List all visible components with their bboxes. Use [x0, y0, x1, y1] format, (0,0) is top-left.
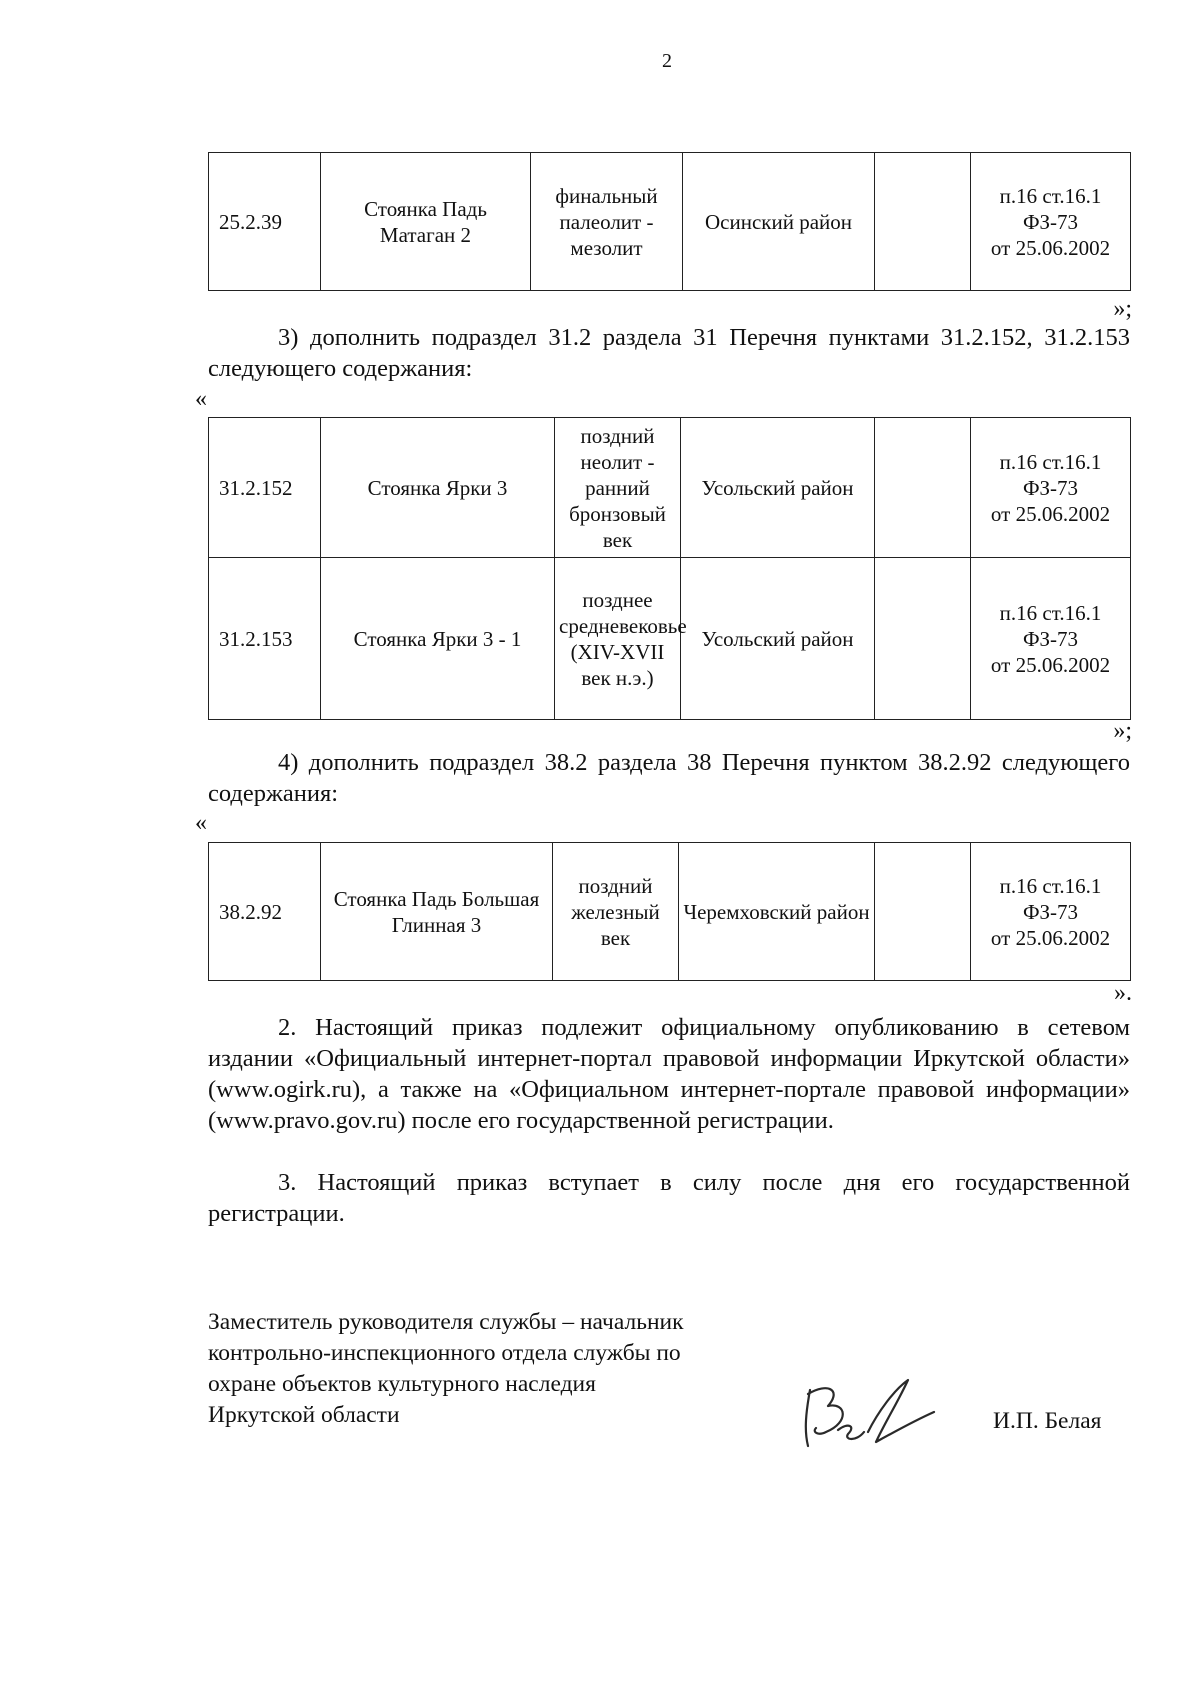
paragraph-2: 2. Настоящий приказ подлежит официальному опубликованию в сетевом издании «Официальный интернет-портал правовой информации Иркутской области» (www.ogirk.ru), а также на «Официальном интернет-портале правовой информации» (www.pravo.gov.ru) после его государственной регистрации.: [208, 1014, 1130, 1134]
legal-basis-line: ФЗ-73: [1022, 899, 1079, 924]
legal-basis-line: от 25.06.2002: [990, 501, 1111, 526]
empty-cell: [875, 153, 971, 291]
object-period: позднее средневековье (XIV-XVII век н.э.): [555, 558, 681, 720]
legal-basis-line: п.16 ст.16.1: [999, 449, 1102, 474]
legal-basis: [971, 153, 1131, 291]
row-number: 38.2.92: [209, 843, 321, 981]
table-row: [209, 418, 1131, 558]
legal-basis-line: п.16 ст.16.1: [999, 873, 1102, 898]
object-name: Стоянка Ярки 3 - 1: [321, 558, 555, 720]
object-location: Усольский район: [681, 418, 875, 558]
object-location: Черемховский район: [679, 843, 875, 981]
legal-basis-line: п.16 ст.16.1: [999, 600, 1102, 625]
row-number: 31.2.152: [209, 418, 321, 558]
object-period: финальный палеолит - мезолит: [531, 153, 683, 291]
closing-quote: ».: [1114, 980, 1132, 1006]
signatory-name: И.П. Белая: [993, 1408, 1102, 1434]
paragraph-3: 3. Настоящий приказ вступает в силу после дня его государственной регистрации.: [208, 1169, 1130, 1227]
object-name: Стоянка Падь Матаган 2: [321, 153, 531, 291]
object-period: поздний неолит - ранний бронзовый век: [555, 418, 681, 558]
table-row: [209, 153, 1131, 291]
table-25-2: [208, 152, 1131, 291]
signatory-title-line: Иркутской области: [208, 1402, 400, 1428]
row-number: 31.2.153: [209, 558, 321, 720]
amendment-item-4: 4) дополнить подраздел 38.2 раздела 38 Перечня пунктом 38.2.92 следующего содержания:: [208, 749, 1130, 807]
legal-basis-line: от 25.06.2002: [990, 652, 1111, 677]
table-row: [209, 843, 1131, 981]
legal-basis-line: от 25.06.2002: [990, 925, 1111, 950]
table-row: [209, 558, 1131, 720]
object-period: поздний железный век: [553, 843, 679, 981]
row-number: 25.2.39: [209, 153, 321, 291]
object-name: Стоянка Ярки 3: [321, 418, 555, 558]
closing-quote: »;: [1113, 718, 1132, 744]
legal-basis-line: п.16 ст.16.1: [999, 183, 1102, 208]
amendment-item-3: 3) дополнить подраздел 31.2 раздела 31 Перечня пунктами 31.2.152, 31.2.153 следующего содержания:: [208, 324, 1130, 382]
legal-basis-line: ФЗ-73: [1022, 475, 1079, 500]
object-location: Усольский район: [681, 558, 875, 720]
legal-basis: [971, 558, 1131, 720]
signatory-title-line: контрольно-инспекционного отдела службы по: [208, 1340, 681, 1366]
empty-cell: [875, 843, 971, 981]
opening-quote: «: [195, 810, 207, 836]
legal-basis: [971, 418, 1131, 558]
table-31-2: [208, 417, 1131, 720]
signatory-title-line: Заместитель руководителя службы – начальник: [208, 1309, 684, 1335]
closing-quote: »;: [1113, 296, 1132, 322]
page-number: 2: [662, 50, 672, 72]
signatory-title: [208, 1307, 828, 1431]
legal-basis: [971, 843, 1131, 981]
handwritten-signature: [798, 1372, 938, 1452]
empty-cell: [875, 558, 971, 720]
table-38-2: [208, 842, 1131, 981]
legal-basis-line: ФЗ-73: [1022, 209, 1079, 234]
signatory-title-line: охране объектов культурного наследия: [208, 1371, 596, 1397]
empty-cell: [875, 418, 971, 558]
opening-quote: «: [195, 386, 207, 412]
legal-basis-line: ФЗ-73: [1022, 626, 1079, 651]
legal-basis-line: от 25.06.2002: [990, 235, 1111, 260]
object-name: Стоянка Падь Большая Глинная 3: [321, 843, 553, 981]
object-location: Осинский район: [683, 153, 875, 291]
